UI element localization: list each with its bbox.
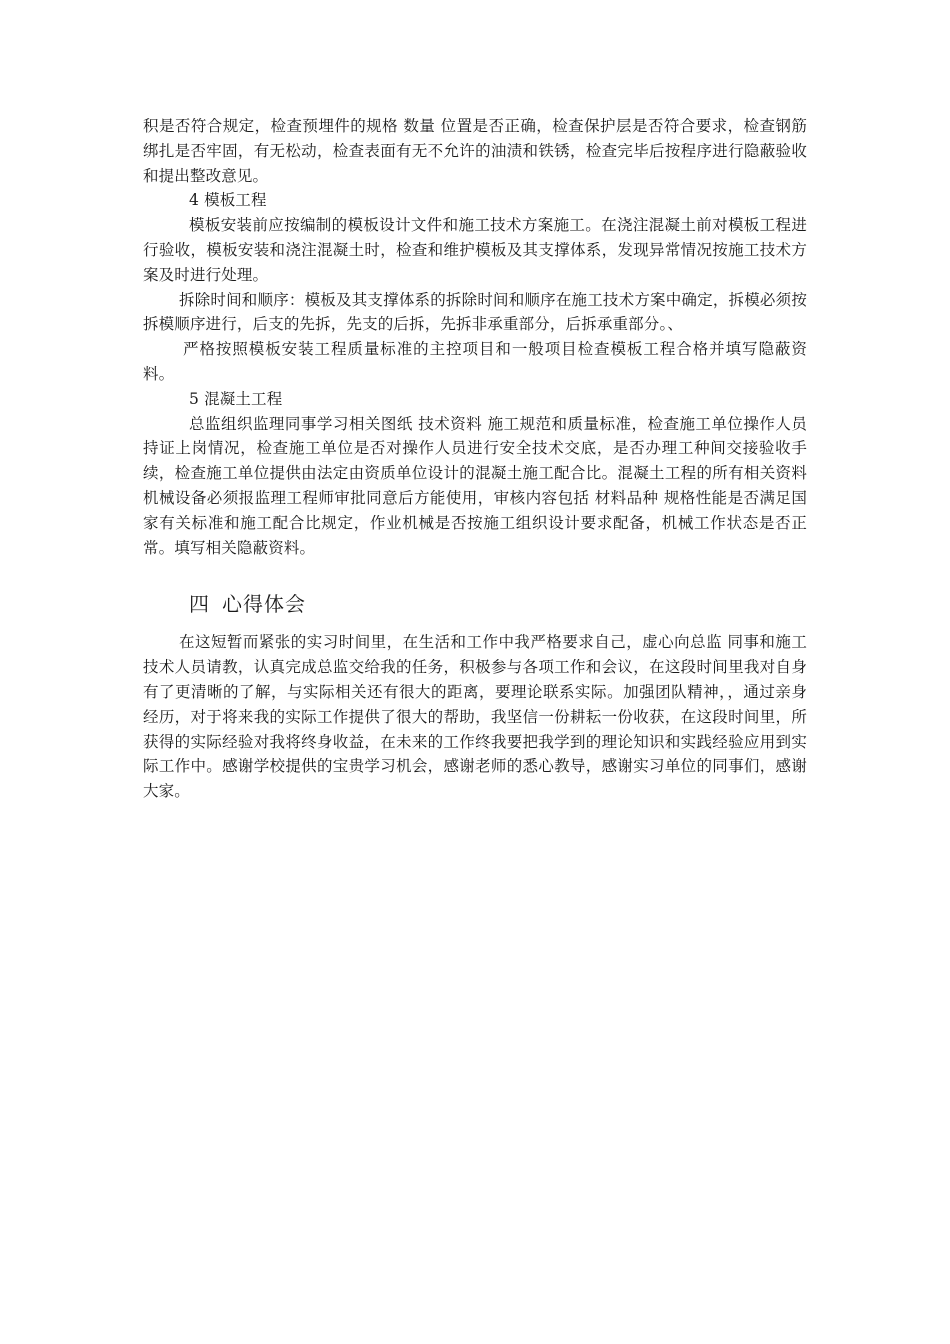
- paragraph-inspection-continued: 积是否符合规定，检查预埋件的规格 数量 位置是否正确，检查保护层是否符合要求，检查钢筋绑扎是否牢固，有无松动，检查表面有无不允许的油渍和铁锈，检查完毕后按程序进行隐蔽验收和提出整改意见。: [143, 117, 807, 185]
- paragraph-reflection: 在这短暂而紧张的实习时间里，在生活和工作中我严格要求自己，虚心向总监 同事和施工技术人员请教，认真完成总监交给我的任务，积极参与各项工作和会议，在这段时间里我对自身有了更清晰的了解，与实际相关还有很大的距离，要理论联系实际。加强团队精神，，通过亲身经历，对于将来我的实际工作提供了很大的帮助，我坚信一份耕耘一份收获，在这段时间里，所获得的实际经验对我将终身收益，在未来的工作终我要把我学到的理论知识和实践经验应用到实际工作中。感谢学校提供的宝贵学习机会，感谢老师的悉心教导，感谢实习单位的同事们，感谢大家。: [143, 633, 807, 801]
- section-number: 四: [189, 592, 210, 617]
- subheading-concrete: 5 混凝土工程: [189, 389, 283, 408]
- section-title: 心得体会: [222, 592, 306, 617]
- paragraph-formwork-removal: 拆除时间和顺序：模板及其支撑体系的拆除时间和顺序在施工技术方案中确定，拆模必须按拆模顺序进行，后支的先拆，先支的后拆，先拆非承重部分，后拆承重部分。、: [143, 290, 807, 334]
- paragraph-formwork-quality: 严格按照模板安装工程质量标准的主控项目和一般项目检查模板工程合格并填写隐蔽资料。: [143, 340, 807, 383]
- document-body: [143, 114, 807, 804]
- subheading-formwork: 4 模板工程: [189, 191, 267, 210]
- section-heading: [143, 590, 807, 618]
- paragraph-formwork-install: 模板安装前应按编制的模板设计文件和施工技术方案施工。在浇注混凝土前对模板工程进行验收，模板安装和浇注混凝土时，检查和维护模板及其支撑体系，发现异常情况按施工技术方案及时进行处理。: [143, 216, 807, 284]
- paragraph-concrete: 总监组织监理同事学习相关图纸 技术资料 施工规范和质量标准，检查施工单位操作人员持证上岗情况，检查施工单位是否对操作人员进行安全技术交底，是否办理工种间交接验收手续，检查施工单位提供由法定由资质单位设计的混凝土施工配合比。混凝土工程的所有相关资料 机械设备必须报监理工程师审批同意后方能使用，审核内容包括 材料品种 规格性能是否满足国家有关标准和施工配合比规定，作业机械是否按施工组织设计要求配备，机械工作状态是否正常。填写相关隐蔽资料。: [143, 414, 807, 557]
